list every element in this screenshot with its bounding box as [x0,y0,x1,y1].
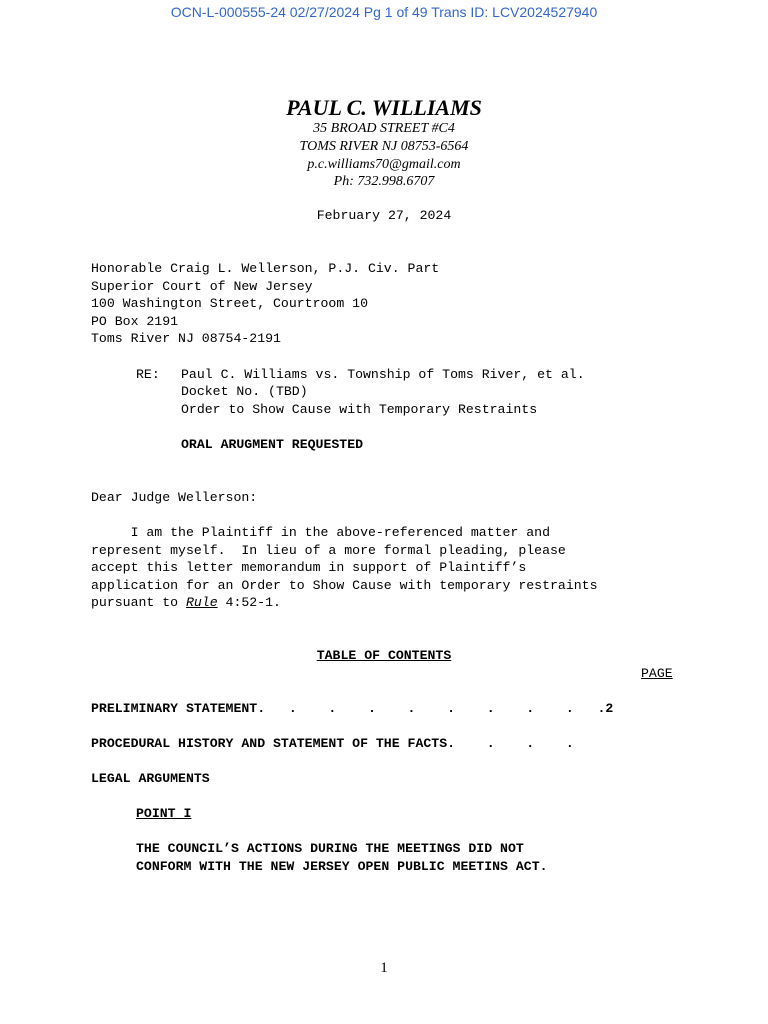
recipient-line: PO Box 2191 [91,314,179,329]
re-line: Docket No. (TBD) [181,384,308,399]
salutation: Dear Judge Wellerson: [91,490,258,505]
toc-point-heading: POINT I [136,806,192,821]
re-line: Order to Show Cause with Temporary Restraints [181,402,538,417]
recipient-line: Toms River NJ 08754-2191 [91,331,281,346]
body-text: pursuant to [91,595,186,610]
toc-entry-procedural: PROCEDURAL HISTORY AND STATEMENT OF THE FACTS. . . . [91,736,574,751]
toc-title: TABLE OF CONTENTS [316,648,452,663]
letter-date: February 27, 2024 [316,208,452,223]
toc-entry-legal: LEGAL ARGUMENTS [91,771,210,786]
page-number: 1 [380,960,388,976]
sender-phone: Ph: 732.998.6707 [333,174,435,189]
rule-citation: Rule [185,595,218,610]
sender-email: p.c.williams70@gmail.com [307,157,461,172]
recipient-line: Superior Court of New Jersey [91,279,313,294]
sender-address-line1: 35 BROAD STREET #C4 [313,121,455,136]
sender-address-line2: TOMS RIVER NJ 08753-6564 [299,139,469,154]
re-label: RE: [136,367,160,382]
body-line: application for an Order to Show Cause with temporary restraints [91,578,598,593]
body-line: represent myself. In lieu of a more formal pleading, please [91,543,566,558]
body-line: accept this letter memorandum in support of Plaintiff’s [91,560,527,575]
body-line [91,594,281,612]
toc-point-text: CONFORM WITH THE NEW JERSEY OPEN PUBLIC MEETINS ACT. [136,859,548,874]
body-line: I am the Plaintiff in the above-referenced matter and [91,525,550,540]
sender-name: PAUL C. WILLIAMS [286,95,482,120]
recipient-line: 100 Washington Street, Courtroom 10 [91,296,368,311]
filing-stamp: OCN-L-000555-24 02/27/2024 Pg 1 of 49 Trans ID: LCV2024527940 [170,4,598,20]
toc-point-text: THE COUNCIL’S ACTIONS DURING THE MEETINGS DID NOT [136,841,524,856]
toc-page-label: PAGE [641,666,673,681]
toc-entry-preliminary: PRELIMINARY STATEMENT. . . . . . . . . .2 [91,701,614,716]
body-text: 4:52-1. [217,595,281,610]
oral-argument-request: ORAL ARUGMENT REQUESTED [181,437,364,452]
recipient-line: Honorable Craig L. Wellerson, P.J. Civ. Part [91,261,440,276]
re-line: Paul C. Williams vs. Township of Toms River, et al. [181,367,585,382]
